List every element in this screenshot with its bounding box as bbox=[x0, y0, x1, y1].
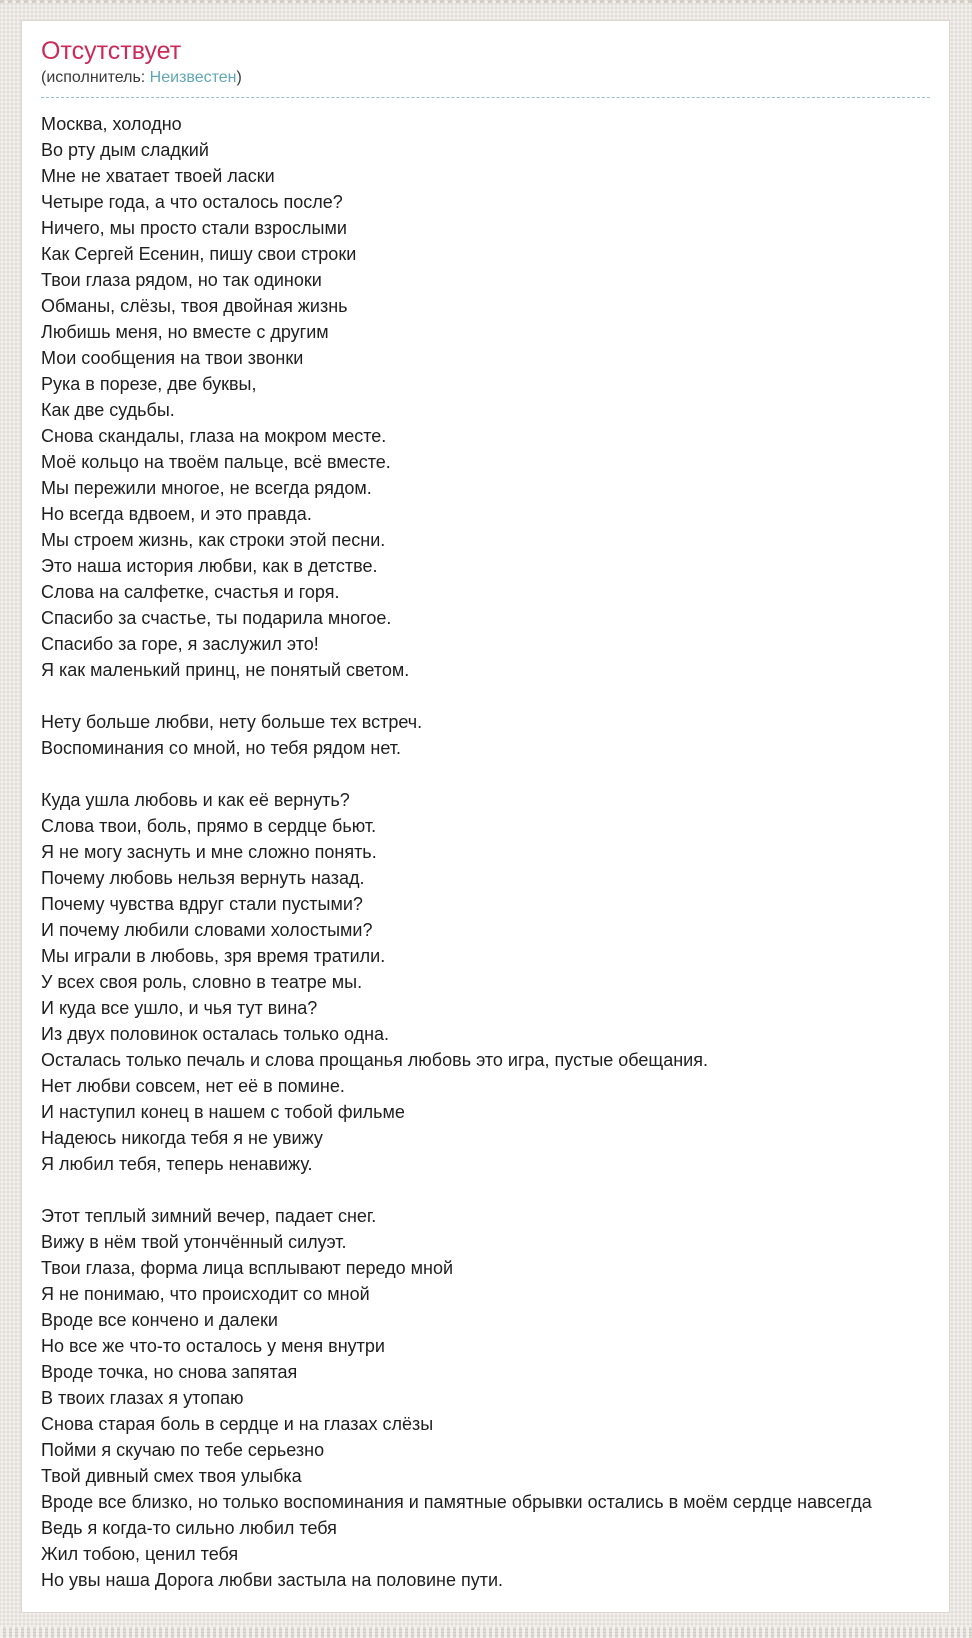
lyric-line: Слова твои, боль, прямо в сердце бьют. bbox=[41, 816, 377, 836]
top-dotted-border bbox=[0, 0, 972, 3]
lyric-line: Воспоминания со мной, но тебя рядом нет. bbox=[41, 738, 402, 758]
lyric-line: Из двух половинок осталась только одна. bbox=[41, 1024, 390, 1044]
lyric-line: И куда все ушло, и чья тут вина? bbox=[41, 998, 318, 1018]
lyrics-text bbox=[41, 111, 930, 1593]
lyric-line: Почему чувства вдруг стали пустыми? bbox=[41, 894, 363, 914]
lyric-line: Куда ушла любовь и как её вернуть? bbox=[41, 790, 350, 810]
lyric-line: Вроде точка, но снова запятая bbox=[41, 1362, 298, 1382]
artist-link[interactable]: Неизвестен bbox=[149, 69, 237, 86]
lyric-line: Спасибо за счастье, ты подарила многое. bbox=[41, 608, 392, 628]
song-header bbox=[41, 37, 930, 98]
lyric-line: Четыре года, а что осталось после? bbox=[41, 192, 343, 212]
lyric-line: Ничего, мы просто стали взрослыми bbox=[41, 218, 347, 238]
lyric-line: Спасибо за горе, я заслужил это! bbox=[41, 634, 319, 654]
lyric-line: Я как маленький принц, не понятый светом. bbox=[41, 660, 410, 680]
lyric-line: Но все же что-то осталось у меня внутри bbox=[41, 1336, 385, 1356]
lyric-line: Это наша история любви, как в детстве. bbox=[41, 556, 378, 576]
lyric-line: Я не понимаю, что происходит со мной bbox=[41, 1284, 370, 1304]
lyric-line: Но увы наша Дорога любви застыла на половине пути. bbox=[41, 1570, 504, 1590]
lyric-line: Осталась только печаль и слова прощанья любовь это игра, пустые обещания. bbox=[41, 1050, 708, 1070]
artist-label-suffix: ) bbox=[236, 69, 242, 86]
lyric-line: Нету больше любви, нету больше тех встреч. bbox=[41, 712, 423, 732]
stanza bbox=[41, 111, 930, 683]
lyric-line: Вроде все близко, но только воспоминания и памятные обрывки остались в моём сердце навсегда bbox=[41, 1492, 872, 1512]
lyric-line: Во рту дым сладкий bbox=[41, 140, 209, 160]
lyric-line: Надеюсь никогда тебя я не увижу bbox=[41, 1128, 323, 1148]
lyric-line: Я любил тебя, теперь ненавижу. bbox=[41, 1154, 313, 1174]
lyric-line: Пойми я скучаю по тебе серьезно bbox=[41, 1440, 325, 1460]
lyric-line: Этот теплый зимний вечер, падает снег. bbox=[41, 1206, 377, 1226]
lyric-line: И почему любили словами холостыми? bbox=[41, 920, 373, 940]
lyric-line: Я не могу заснуть и мне сложно понять. bbox=[41, 842, 377, 862]
lyric-line: Мне не хватает твоей ласки bbox=[41, 166, 275, 186]
lyric-line: Снова скандалы, глаза на мокром месте. bbox=[41, 426, 387, 446]
lyric-line: В твоих глазах я утопаю bbox=[41, 1388, 244, 1408]
lyric-line: Любишь меня, но вместе с другим bbox=[41, 322, 329, 342]
lyric-line: Как две судьбы. bbox=[41, 400, 175, 420]
lyric-line: Моё кольцо на твоём пальце, всё вместе. bbox=[41, 452, 391, 472]
lyric-line: У всех своя роль, словно в театре мы. bbox=[41, 972, 363, 992]
lyrics-card bbox=[21, 20, 950, 1613]
stanza bbox=[41, 709, 930, 761]
lyric-line: Вроде все кончено и далеки bbox=[41, 1310, 278, 1330]
page-title: Отсутствует bbox=[41, 37, 182, 65]
lyric-line: Москва, холодно bbox=[41, 114, 182, 134]
stanza bbox=[41, 787, 930, 1177]
lyric-line: Жил тобою, ценил тебя bbox=[41, 1544, 239, 1564]
lyric-line: И наступил конец в нашем с тобой фильме bbox=[41, 1102, 405, 1122]
lyric-line: Как Сергей Есенин, пишу свои строки bbox=[41, 244, 357, 264]
stanza bbox=[41, 1203, 930, 1593]
artist-label-prefix: (исполнитель: bbox=[41, 69, 150, 86]
lyric-line: Обманы, слёзы, твоя двойная жизнь bbox=[41, 296, 348, 316]
lyric-line: Мы пережили многое, не всегда рядом. bbox=[41, 478, 372, 498]
lyric-line: Рука в порезе, две буквы, bbox=[41, 374, 257, 394]
lyric-line: Снова старая боль в сердце и на глазах слёзы bbox=[41, 1414, 434, 1434]
artist-line bbox=[41, 68, 930, 88]
lyric-line: Мы строем жизнь, как строки этой песни. bbox=[41, 530, 386, 550]
lyric-line: Слова на салфетке, счастья и горя. bbox=[41, 582, 340, 602]
lyric-line: Но всегда вдвоем, и это правда. bbox=[41, 504, 312, 524]
bottom-dotted-border bbox=[0, 1627, 972, 1638]
lyric-line: Твои глаза рядом, но так одиноки bbox=[41, 270, 322, 290]
lyric-line: Нет любви совсем, нет её в помине. bbox=[41, 1076, 345, 1096]
lyric-line: Почему любовь нельзя вернуть назад. bbox=[41, 868, 365, 888]
lyric-line: Твой дивный смех твоя улыбка bbox=[41, 1466, 302, 1486]
lyric-line: Мои сообщения на твои звонки bbox=[41, 348, 304, 368]
lyric-line: Ведь я когда-то сильно любил тебя bbox=[41, 1518, 337, 1538]
lyric-line: Мы играли в любовь, зря время тратили. bbox=[41, 946, 386, 966]
lyric-line: Вижу в нём твой утончённый силуэт. bbox=[41, 1232, 347, 1252]
lyric-line: Твои глаза, форма лица всплывают передо мной bbox=[41, 1258, 454, 1278]
